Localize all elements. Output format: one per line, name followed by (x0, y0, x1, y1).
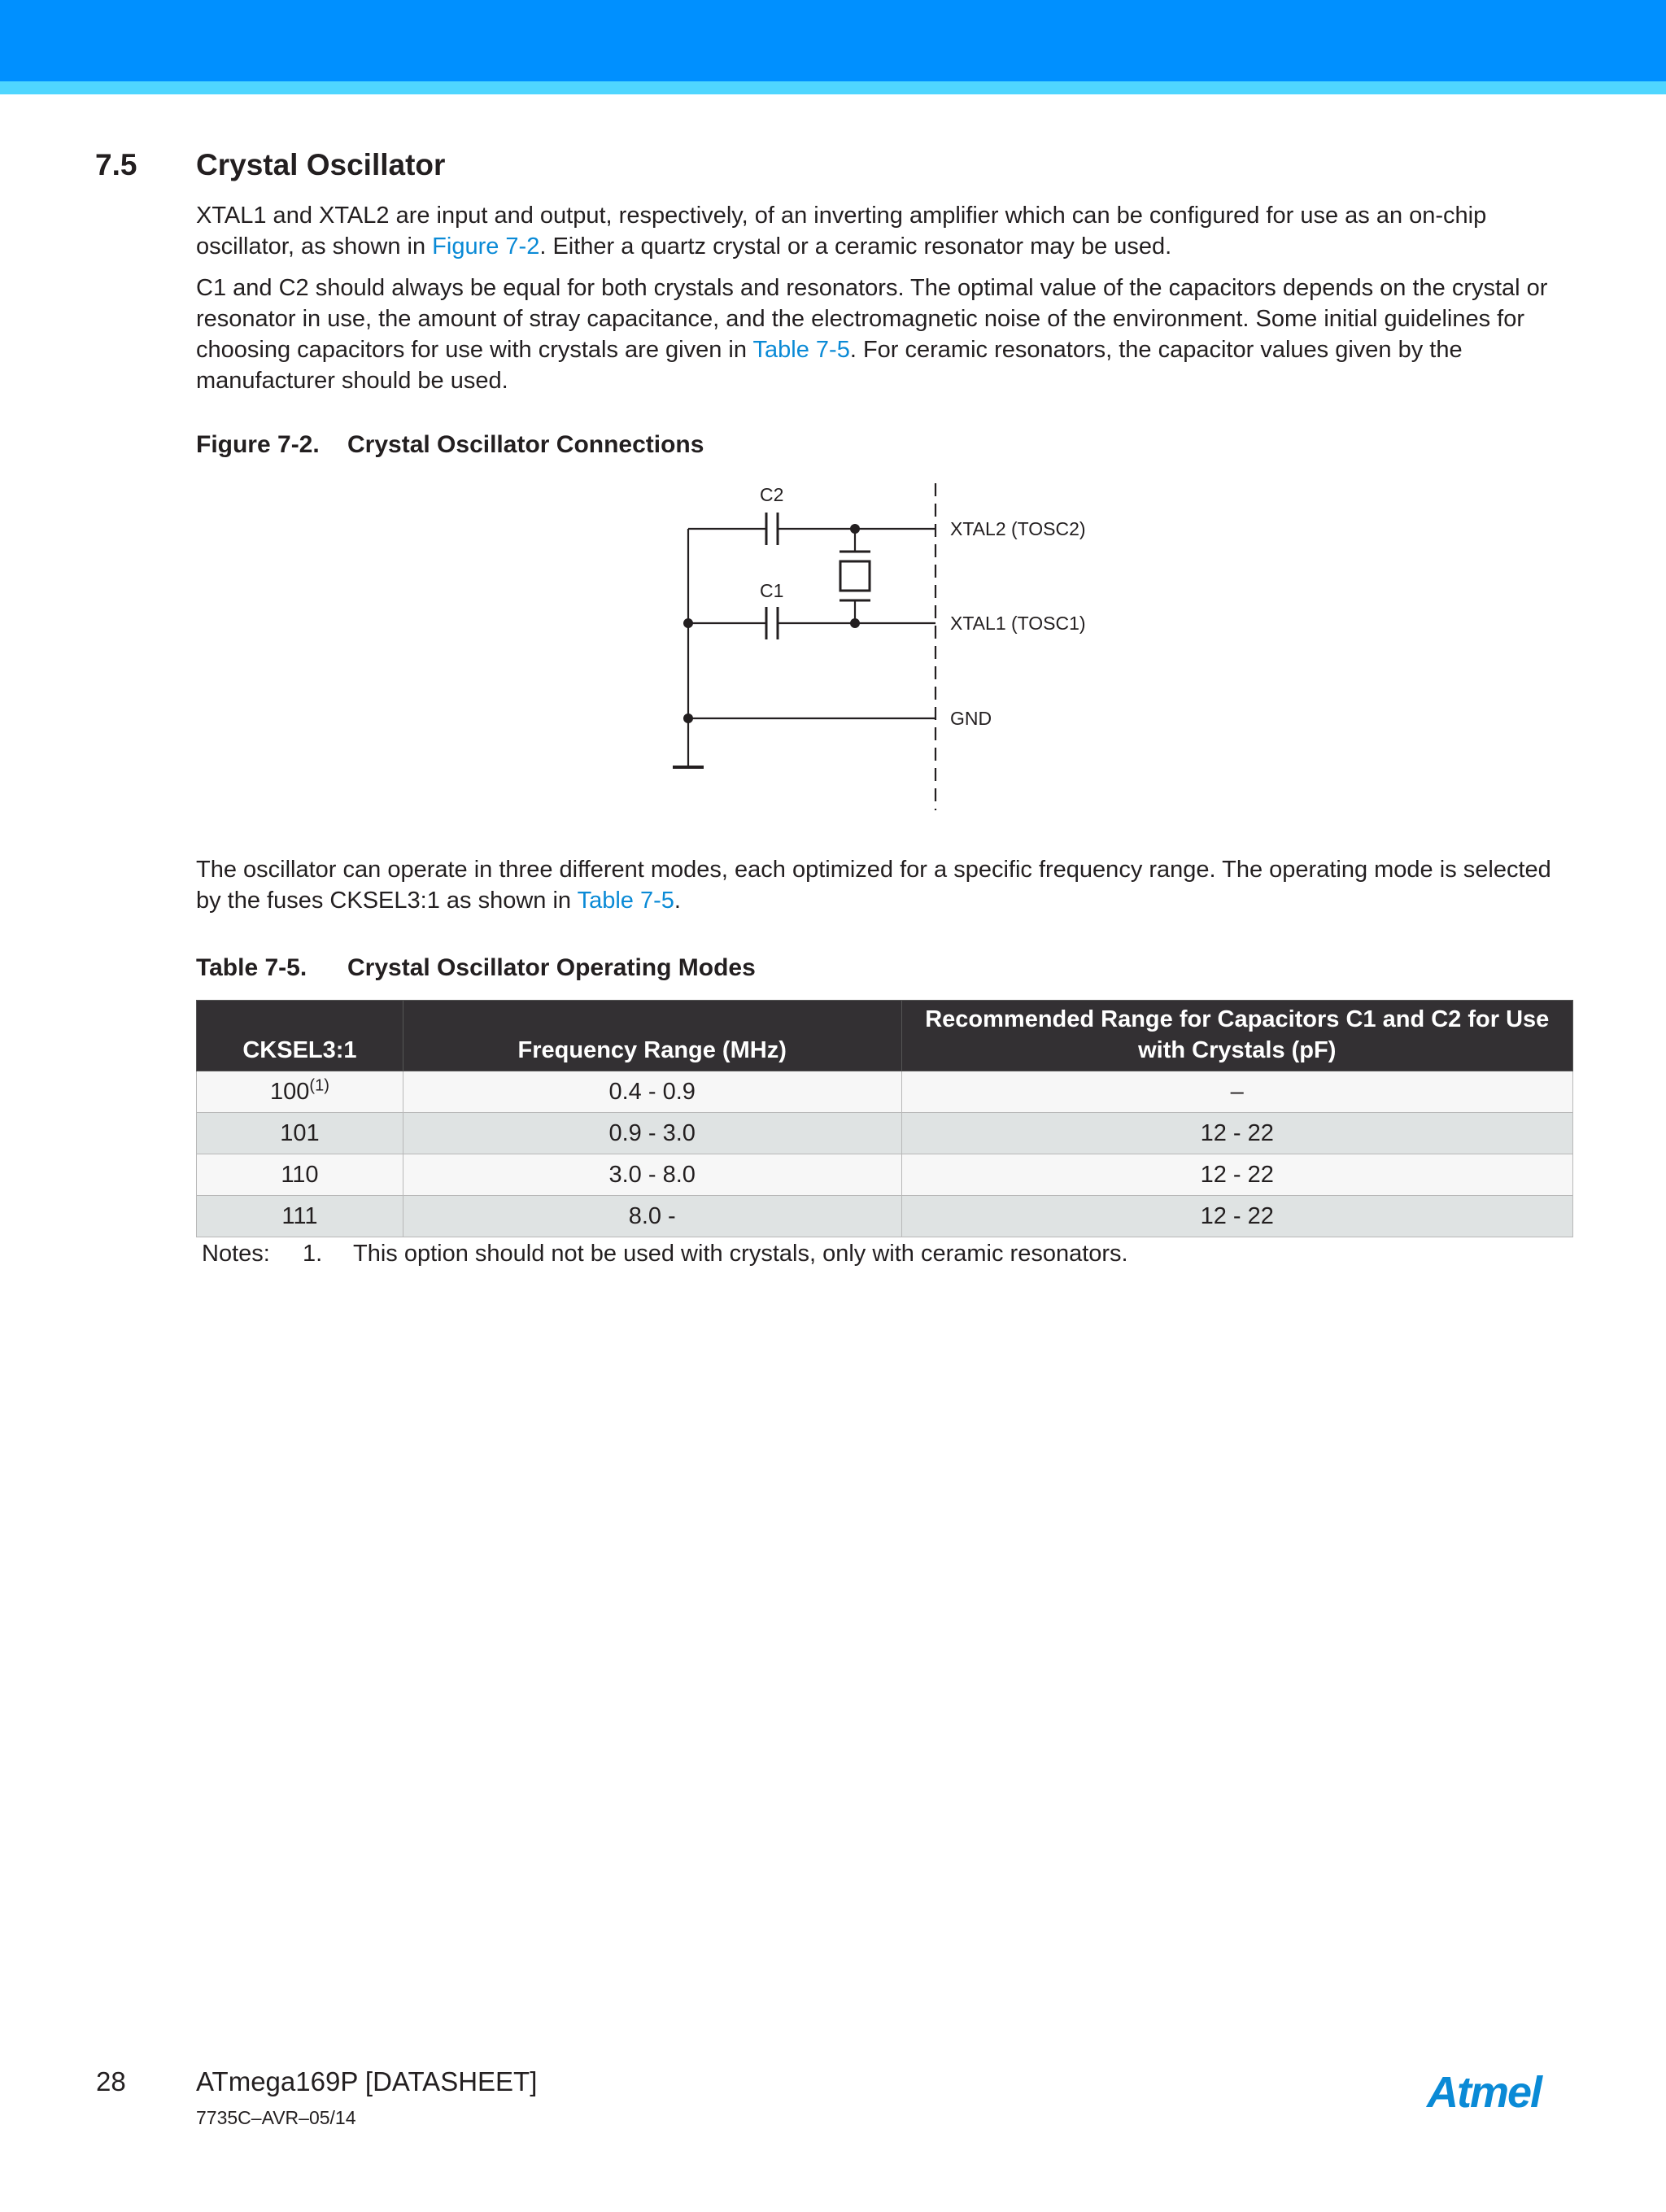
paragraph-text: . Either a quartz crystal or a ceramic resonator may be used. (539, 233, 1172, 260)
footnote-ref: (1) (309, 1075, 329, 1094)
paragraph-text: C1 and C2 should always be equal for both crystals and resonators. The optimal value of the capacitors depends on the crystal or resonator in use, the amount of stray capacitance, and the electromagnetic noise of the environment. Some initial guidelines for choosing capacitors for use with crystals are given in (196, 275, 1548, 363)
table-note (202, 1241, 1128, 1267)
header-band-accent (0, 81, 1666, 94)
atmel-logo-icon (1425, 2065, 1572, 2122)
header-frequency: Frequency Range (MHz) (403, 1001, 901, 1071)
table-7-5-link[interactable]: Table 7-5 (752, 337, 850, 363)
cell-capacitors: 12 - 22 (901, 1154, 1573, 1196)
label-gnd: GND (950, 708, 992, 729)
cell-capacitors: 12 - 22 (901, 1113, 1573, 1154)
page-number: 28 (96, 2066, 126, 2096)
label-xtal2: XTAL2 (TOSC2) (950, 518, 1086, 539)
operating-modes-table (196, 1000, 1573, 1237)
logo-text: Atmel (1427, 2068, 1542, 2117)
section-number: 7.5 (95, 148, 137, 181)
label-c2: C2 (760, 484, 784, 505)
cell-frequency: 3.0 - 8.0 (403, 1154, 901, 1196)
cell-frequency: 0.4 - 0.9 (403, 1071, 901, 1113)
crystal-body (840, 561, 870, 591)
table-row (197, 1154, 1573, 1196)
cell-cksel: 111 (197, 1196, 403, 1237)
cell-frequency: 0.9 - 3.0 (403, 1113, 901, 1154)
note-text: This option should not be used with crystals, only with ceramic resonators. (353, 1241, 1128, 1267)
table-header-row (197, 1001, 1573, 1071)
document-code: 7735C–AVR–05/14 (196, 2107, 356, 2128)
junction-dot (683, 713, 693, 723)
cell-capacitors: 12 - 22 (901, 1196, 1573, 1237)
figure-title: Crystal Oscillator Connections (347, 431, 704, 458)
paragraph-text: The oscillator can operate in three different modes, each optimized for a specific frequency range. The operating mode is selected by the fuses CKSEL3:1 as shown in (196, 857, 1551, 914)
figure-7-2-link[interactable]: Figure 7-2 (432, 233, 540, 260)
paragraph-text: XTAL1 and XTAL2 are input and output, respectively, of an inverting amplifier which can be configured for use as an on-chip oscillator, as shown in (196, 203, 1487, 260)
header-capacitors (901, 1001, 1573, 1071)
note-number: 1. (303, 1241, 323, 1267)
cell-cksel (197, 1071, 403, 1113)
table-caption (196, 954, 756, 982)
cell-capacitors: – (901, 1071, 1573, 1113)
header-capacitors-line1: Recommended Range for Capacitors C1 and C2 for Use (925, 1006, 1550, 1032)
paragraph-capacitors (196, 273, 1579, 396)
figure-label: Figure 7-2. (196, 431, 320, 458)
cell-cksel: 110 (197, 1154, 403, 1196)
junction-dot (850, 618, 860, 628)
table-row (197, 1071, 1573, 1113)
paragraph-text: . (674, 888, 681, 914)
oscillator-schematic (667, 477, 1123, 818)
paragraph-text: . For ceramic resonators, the capacitor values given by the manufacturer should be used. (196, 337, 1463, 394)
table-title: Crystal Oscillator Operating Modes (347, 954, 756, 981)
document-title: ATmega169P [DATASHEET] (196, 2066, 538, 2096)
paragraph-intro (196, 200, 1579, 262)
section-title: Crystal Oscillator (196, 148, 446, 181)
cksel-value: 100 (270, 1078, 310, 1105)
figure-caption (196, 431, 704, 459)
table-7-5-link[interactable]: Table 7-5 (577, 888, 674, 914)
table-row (197, 1196, 1573, 1237)
header-cksel: CKSEL3:1 (197, 1001, 403, 1071)
label-c1: C1 (760, 580, 784, 601)
table-row (197, 1113, 1573, 1154)
label-xtal1: XTAL1 (TOSC1) (950, 613, 1086, 634)
header-band (0, 0, 1666, 81)
cell-frequency: 8.0 - (403, 1196, 901, 1237)
junction-dot (850, 524, 860, 534)
cell-cksel: 101 (197, 1113, 403, 1154)
paragraph-modes (196, 854, 1579, 916)
notes-label: Notes: (202, 1241, 270, 1267)
table-label: Table 7-5. (196, 954, 307, 981)
header-capacitors-line2: with Crystals (pF) (1138, 1037, 1337, 1063)
junction-dot (683, 618, 693, 628)
